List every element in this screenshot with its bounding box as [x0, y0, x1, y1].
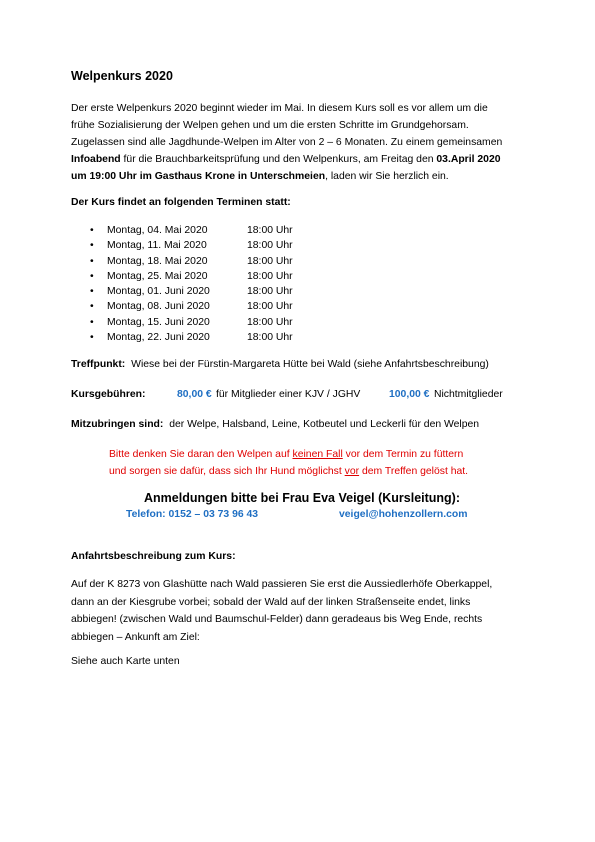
page-title: Welpenkurs 2020	[71, 69, 173, 83]
date-time: 18:00 Uhr	[247, 332, 293, 344]
nonmembers-text: Nichtmitglieder	[434, 389, 503, 400]
bullet: •	[90, 316, 94, 328]
members-text: für Mitglieder einer KJV / JGHV	[216, 389, 361, 400]
intro-line: für die Brauchbarkeitsprüfung und den Welpenkurs, am Freitag den	[120, 154, 437, 165]
date-day: Montag, 15. Juni 2020	[107, 316, 210, 328]
bullet: •	[90, 255, 94, 267]
dates-heading: Der Kurs findet an folgenden Terminen statt:	[71, 197, 291, 208]
warning-text: vor dem Termin zu füttern	[342, 449, 464, 460]
directions-line: Auf der K 8273 von Glashütte nach Wald passieren Sie erst die Aussiedlerhöfe Oberkappel,	[71, 579, 493, 590]
bring-label: Mitzubringen sind:	[71, 419, 164, 430]
date-time: 18:00 Uhr	[247, 255, 293, 267]
directions-line: abbiegen – Ankunft am Ziel:	[71, 631, 200, 643]
bullet: •	[90, 240, 94, 252]
registration-email[interactable]: veigel@hohenzollern.com	[339, 509, 468, 520]
treffpunkt-text: Wiese bei der Fürstin-Margareta Hütte bei Wald (siehe Anfahrtsbeschreibung)	[131, 359, 489, 370]
directions-heading: Anfahrtsbeschreibung zum Kurs:	[71, 551, 236, 562]
registration-phone: Telefon: 0152 – 03 73 96 43	[126, 509, 259, 520]
price-nonmembers: 100,00 €	[389, 389, 430, 400]
date-day: Montag, 01. Juni 2020	[107, 286, 210, 298]
warning-note	[109, 446, 468, 480]
date-day: Montag, 18. Mai 2020	[107, 255, 208, 267]
date-time: 18:00 Uhr	[247, 225, 293, 236]
date-time: 18:00 Uhr	[247, 270, 293, 282]
date-time: 18:00 Uhr	[247, 316, 293, 328]
bring-row	[71, 419, 479, 430]
intro-paragraph	[71, 100, 541, 185]
info-date: 03.April 2020	[436, 154, 501, 165]
warning-emphasis: vor	[344, 466, 360, 477]
intro-line: , laden wir Sie herzlich ein.	[325, 171, 449, 182]
warning-emphasis: keinen Fall	[292, 449, 343, 460]
intro-line: Der erste Welpenkurs 2020 beginnt wieder im Mai. In diesem Kurs soll es vor allem um die	[71, 103, 488, 114]
treffpunkt-row	[71, 359, 489, 370]
bring-text: der Welpe, Halsband, Leine, Kotbeutel und Leckerli für den Welpen	[169, 419, 480, 430]
bullet: •	[90, 225, 94, 236]
warning-text: und sorgen sie dafür, dass sich Ihr Hund möglichst	[109, 466, 345, 477]
intro-line: frühe Sozialisierung der Welpen gehen und um die ersten Schritte im Grundgehorsam.	[71, 120, 469, 131]
see-map-note: Siehe auch Karte unten	[71, 656, 180, 667]
registration-heading: Anmeldungen bitte bei Frau Eva Veigel (Kursleitung):	[144, 491, 461, 505]
directions-paragraph	[71, 576, 492, 646]
date-day: Montag, 11. Mai 2020	[107, 240, 207, 252]
directions-line: abbiegen! (zwischen Wald und Baumschul-Felder) dann geradeaus bis Weg Ende, rechts	[71, 614, 483, 625]
bullet: •	[90, 286, 94, 298]
bullet: •	[90, 270, 94, 282]
date-day: Montag, 25. Mai 2020	[107, 270, 208, 282]
intro-line: Zugelassen sind alle Jagdhunde-Welpen im Alter von 2 – 6 Monaten. Zu einem gemeinsamen	[71, 137, 503, 148]
date-day: Montag, 04. Mai 2020	[107, 225, 208, 236]
fees-label: Kursgebühren:	[71, 389, 146, 400]
date-day: Montag, 22. Juni 2020	[107, 332, 210, 344]
info-location: um 19:00 Uhr im Gasthaus Krone in Unterschmeien	[71, 171, 326, 182]
infoabend-label: Infoabend	[71, 154, 121, 165]
bullet: •	[90, 301, 94, 313]
fees-row	[71, 389, 541, 403]
date-day: Montag, 08. Juni 2020	[107, 301, 210, 313]
date-time: 18:00 Uhr	[247, 301, 293, 313]
price-members: 80,00 €	[177, 389, 212, 400]
date-time: 18:00 Uhr	[247, 240, 293, 252]
bullet: •	[90, 332, 94, 344]
warning-text: Bitte denken Sie daran den Welpen auf	[109, 449, 293, 460]
date-time: 18:00 Uhr	[247, 286, 293, 298]
treffpunkt-label: Treffpunkt:	[71, 359, 126, 370]
directions-line: dann an der Kiesgrube vorbei; sobald der Wald auf der linken Straßenseite endet, links	[71, 596, 471, 608]
warning-text: dem Treffen gelöst hat.	[359, 466, 469, 477]
